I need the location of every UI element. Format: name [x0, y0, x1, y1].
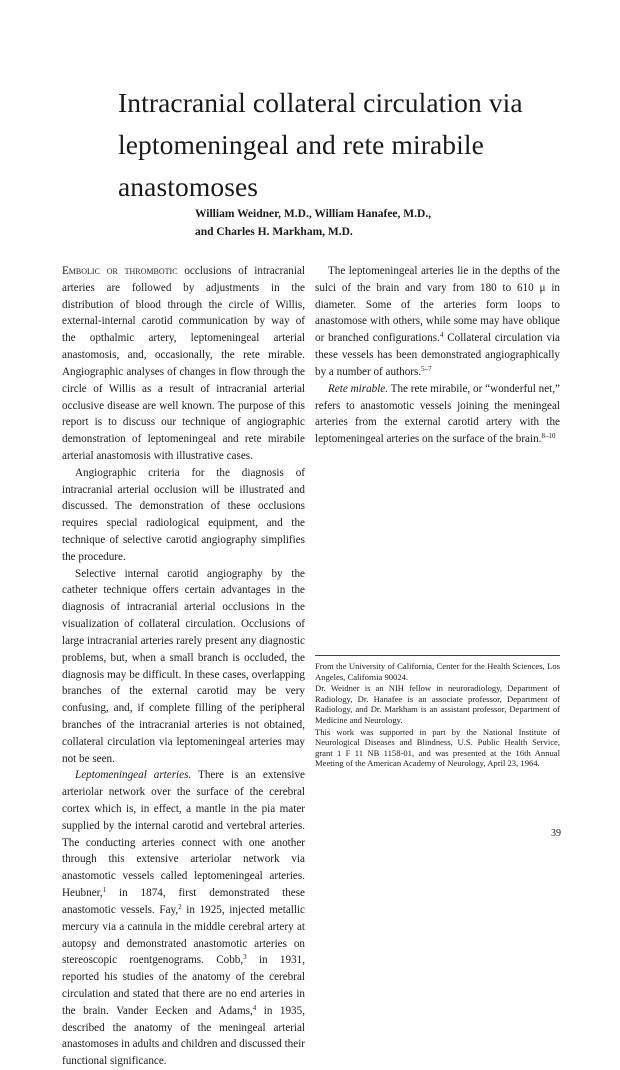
- paragraph-selective-angiography: Selective internal carotid angiography by the catheter technique offers certain advantages in the diagnosis of intracranial arterial occlusions in the visualization of collateral circulation. Occlusions of large intracranial arteries rarely present any diagnostic problems, but, when a small branch is occluded, the diagnosis may be difficult. In these cases, overlapping branches of the external carotid may be very confusing, and, if complete filling of the peripheral branches of the intracranial arteries is not obtained, collateral circulation via leptomeningeal arteries may not be seen.: [62, 567, 305, 765]
- article-title: Intracranial collateral circulation via leptomeningeal and rete mirabile anastomoses: [118, 87, 523, 202]
- citation: 4: [439, 331, 444, 340]
- footnote-affiliation: From the University of California, Center for the Health Sciences, Los Angeles, California 90024.: [315, 661, 560, 682]
- citation: 3: [243, 953, 247, 962]
- footnote-support: This work was supported in part by the National Institute of Neurological Diseases and Blindness, U.S. Public Health Service, grant 1 F 11 NB 1158-01, and was presented at the 16th Annual Meeting of the American Academy of Neurology, April 23, 1964.: [315, 726, 560, 769]
- opening-smallcaps: Embolic or thrombotic: [62, 265, 178, 277]
- citation: 5–7: [421, 364, 432, 373]
- page-number: 39: [551, 828, 561, 839]
- citation: 2: [178, 902, 182, 911]
- citation: 4: [252, 1003, 257, 1012]
- author-list: [195, 206, 575, 241]
- body-column-right: [315, 263, 560, 448]
- citation: 1: [102, 886, 107, 895]
- paragraph-leptomeningeal: Leptomeningeal arteries. There is an extensive arteriolar network over the surface of the cerebral cortex which is, in effect, a mantle in the pia mater supplied by the internal carotid and vertebral arteries. The conducting arteries connect with one another through this extensive arteriolar network via anastomotic vessels called leptomeningeal arteries. Heubner,$^1$ in 1874, first demonstrated these anastomotic vessels. Fay,$^2$ in 1925, injected metallic mercury via a cannula in the middle cerebral artery at autopsy and demonstrated anastomotic arteries on stereoscopic roentgenograms. Cobb,$^3$ in 1931, reported his studies of the anatomy of the cerebral circulation and stated that there are no end arteries in the brain. Vander Eecken and Adams,$^4$ in 1935, described the anatomy of the meningeal arterial anastomoses in adults and children and discussed their functional significance.: [62, 769, 306, 1068]
- paragraph-rete-mirabile: Rete mirable. The rete mirabile, or “wonderful net,” refers to anastomotic vessels joining the meningeal arteries from the external carotid artery with the leptomeningeal arteries on the surface of the brain.$^{8-10}$: [315, 382, 560, 446]
- section-heading-rete-mirable: Rete mirable.: [328, 382, 389, 395]
- paragraph-intro: Embolic or thrombotic occlusions of intracranial arteries are followed by adjustments in the distribution of blood through the circle of Willis, external-internal carotid communication by way of the opthalmic artery, leptomeningeal arterial anastomosis, and, occasionally, the rete mirable. Angiographic analyses of changes in flow through the circle of Willis as a result of intracranial arterial occlusive disease are well known. The purpose of this report is to discuss our technique of angiographic demonstration of leptomeningeal and rete mirabile arterial anastomosis with illustrative cases.: [62, 265, 306, 462]
- footnotes: [315, 655, 560, 770]
- author-line: William Weidner, M.D., William Hanafee, M.D.,: [195, 208, 432, 220]
- citation: 8–10: [541, 432, 556, 441]
- author-line: and Charles H. Markham, M.D.: [195, 225, 353, 238]
- paragraph-criteria: Angiographic criteria for the diagnosis of intracranial arterial occlusion will be illustrated and discussed. The demonstration of these occlusions requires special radiological equipment, and the technique of selective carotid angiography simplifies the procedure.: [62, 466, 305, 563]
- paragraph-sulci: The leptomeningeal arteries lie in the depths of the sulci of the brain and vary from 180 to 610 μ in diameter. Some of the arteries form loops to anastomose with others, while some may have oblique or branched configurations.$^4$ Collateral circulation via these vessels has been demonstrated angiographically by a number of authors.$^{5-7}$: [315, 265, 560, 378]
- footnote-authors: Dr. Weidner is an NIH fellow in neuroradiology, Department of Radiology, Dr. Hanafee is an associate professor, Department of Radiology, and Dr. Markham is an assistant professor, Department of Medicine and Neurology.: [315, 683, 560, 725]
- section-heading-leptomeningeal: Leptomeningeal arteries.: [75, 769, 192, 782]
- body-column-left: [62, 263, 305, 1070]
